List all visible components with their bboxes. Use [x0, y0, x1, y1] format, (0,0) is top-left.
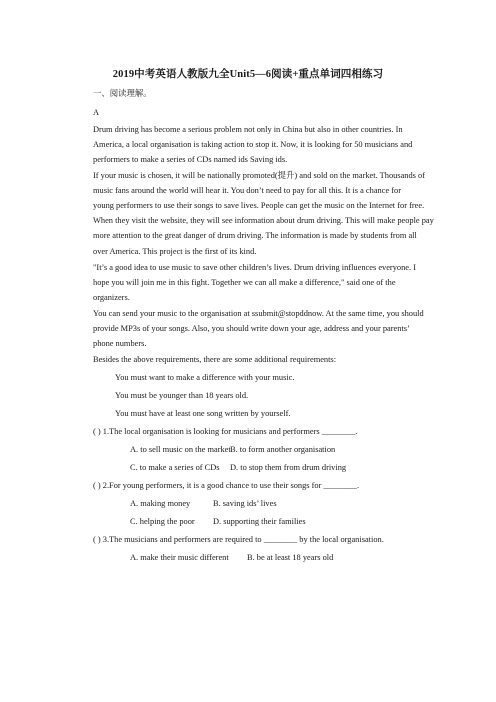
question-option: D. to stop them from drum driving [230, 463, 347, 472]
passage-line: Drum driving has become a serious problem not only in China but also in other countries. In [93, 125, 403, 134]
passage-line: America, a local organisation is taking action to stop it. Now, it is looking for 50 musicians and [93, 140, 413, 149]
passage-line: over America. This project is the first of its kind. [93, 247, 257, 256]
passage-line: When they visit the website, they will see information about drum driving. This will make people pay [93, 216, 434, 225]
passage-line: hope you will join me in this fight. Together we can all make a difference," said one of the [93, 278, 396, 287]
page-title: 2019中考英语人教版九全Unit5—6阅读+重点单词四相练习 [112, 69, 384, 80]
question-stem: ( ) 3.The musicians and performers are required to ________ by the local organisation. [93, 535, 384, 544]
passage-line: music fans around the world will hear it. You don’t need to pay for all this. It is a chance for [93, 186, 402, 195]
question-option: B. to form another organisation [230, 445, 336, 454]
passage-line: organizers. [93, 293, 130, 302]
passage-line: Besides the above requirements, there are some additional requirements: [93, 355, 337, 364]
question-option: B. saving ids’ lives [213, 499, 277, 508]
requirement-item: You must be younger than 18 years old. [115, 391, 249, 400]
question-option: B. be at least 18 years old [247, 553, 334, 562]
question-option: A. to sell music on the market [130, 445, 231, 454]
passage-line: phone numbers. [93, 339, 147, 348]
requirement-item: You must want to make a difference with your music. [115, 373, 295, 382]
section-heading: 一、阅读理解。 [93, 89, 152, 98]
question-option: D. supporting their families [213, 517, 306, 526]
passage-line: more attention to the great danger of drum driving. The information is made by students from all [93, 231, 417, 240]
question-option: A. making money [130, 499, 191, 508]
passage-line: You can send your music to the organisation at ssubmit@stopddnow. At the same time, you should [93, 309, 424, 318]
passage-line: performers to make a series of CDs named ids Saving ids. [93, 155, 288, 164]
passage-line: If your music is chosen, it will be nationally promoted(提升) and sold on the market. Thousands of [93, 171, 425, 180]
question-stem: ( ) 2.For young performers, it is a good chance to use their songs for ________. [93, 481, 360, 490]
passage-line: young performers to use their songs to save lives. People can get the music on the Internet for free. [93, 201, 425, 210]
passage-line: "It’s a good idea to use music to save other children’s lives. Drum driving influences everyone. I [93, 263, 416, 272]
question-stem: ( ) 1.The local organisation is looking for musicians and performers ________. [93, 427, 358, 436]
question-option: A. make their music different [130, 553, 229, 562]
passage-line: provide MP3s of your songs. Also, you should write down your age, address and your parents’ [93, 324, 410, 333]
passage-label: A [93, 108, 100, 117]
question-option: C. helping the poor [130, 517, 195, 526]
requirement-item: You must have at least one song written by yourself. [115, 409, 291, 418]
question-option: C. to make a series of CDs [130, 463, 220, 472]
